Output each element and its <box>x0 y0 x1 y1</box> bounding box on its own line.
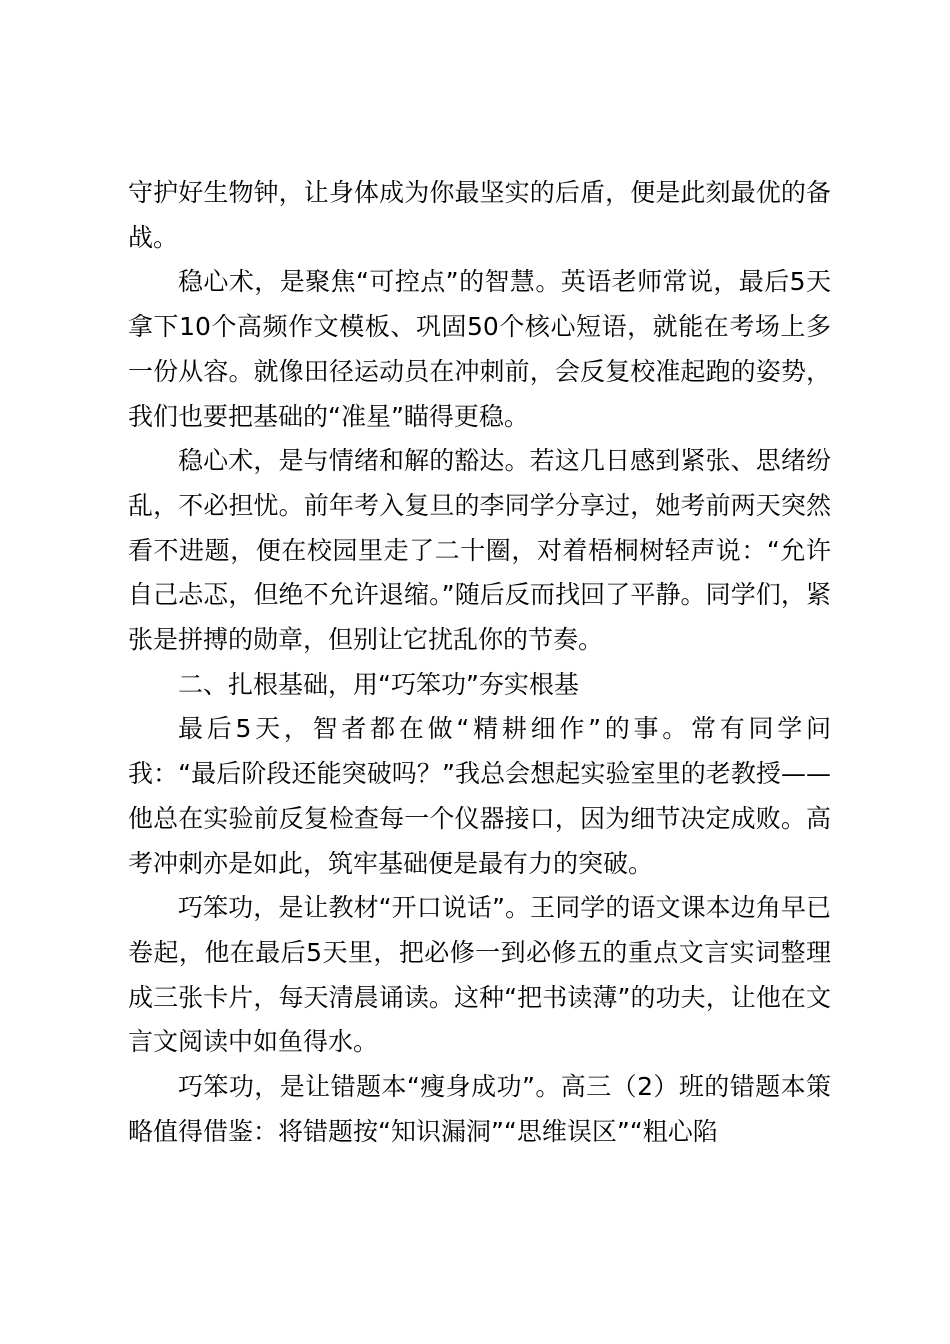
paragraph-controllable-points: 稳心术，是聚焦“可控点”的智慧。英语老师常说，最后5天拿下10个高频作文模板、巩固50个核心短语，就能在考场上多一份从容。就像田径运动员在冲刺前，会反复校准起跑的姿势，我们也要把基础的“准星”瞄得更稳。 <box>128 267 831 431</box>
paragraph-emotion-reconcile: 稳心术，是与情绪和解的豁达。若这几日感到紧张、思绪纷乱，不必担忧。前年考入复旦的李同学分享过，她考前两天突然看不进题，便在校园里走了二十圈，对着梧桐树轻声说：“允许自己忐忑，但绝不允许退缩。”随后反而找回了平静。同学们，紧张是拼搏的勋章，但别让它扰乱你的节奏。 <box>128 446 831 655</box>
paragraph-textbook-speak: 巧笨功，是让教材“开口说话”。王同学的语文课本边角早已卷起，他在最后5天里，把必修一到必修五的重点文言实词整理成三张卡片，每天清晨诵读。这种“把书读薄”的功夫，让他在文言文阅读中如鱼得水。 <box>128 893 831 1057</box>
paragraph-error-notebook: 巧笨功，是让错题本“瘦身成功”。高三（2）班的错题本策略值得借鉴：将错题按“知识漏洞”“思维误区”“粗心陷 <box>128 1072 831 1146</box>
paragraph-body-clock: 守护好生物钟，让身体成为你最坚实的后盾，便是此刻最优的备战。 <box>128 178 831 252</box>
body-text <box>128 171 831 1154</box>
paragraph-careful-work: 最后5天，智者都在做“精耕细作”的事。常有同学问我：“最后阶段还能突破吗？”我总会想起实验室里的老教授——他总在实验前反复检查每一个仪器接口，因为细节决定成败。高考冲刺亦是如此，筑牢基础便是最有力的突破。 <box>128 714 831 878</box>
section-heading-two: 二、扎根基础，用“巧笨功”夯实根基 <box>178 669 579 699</box>
